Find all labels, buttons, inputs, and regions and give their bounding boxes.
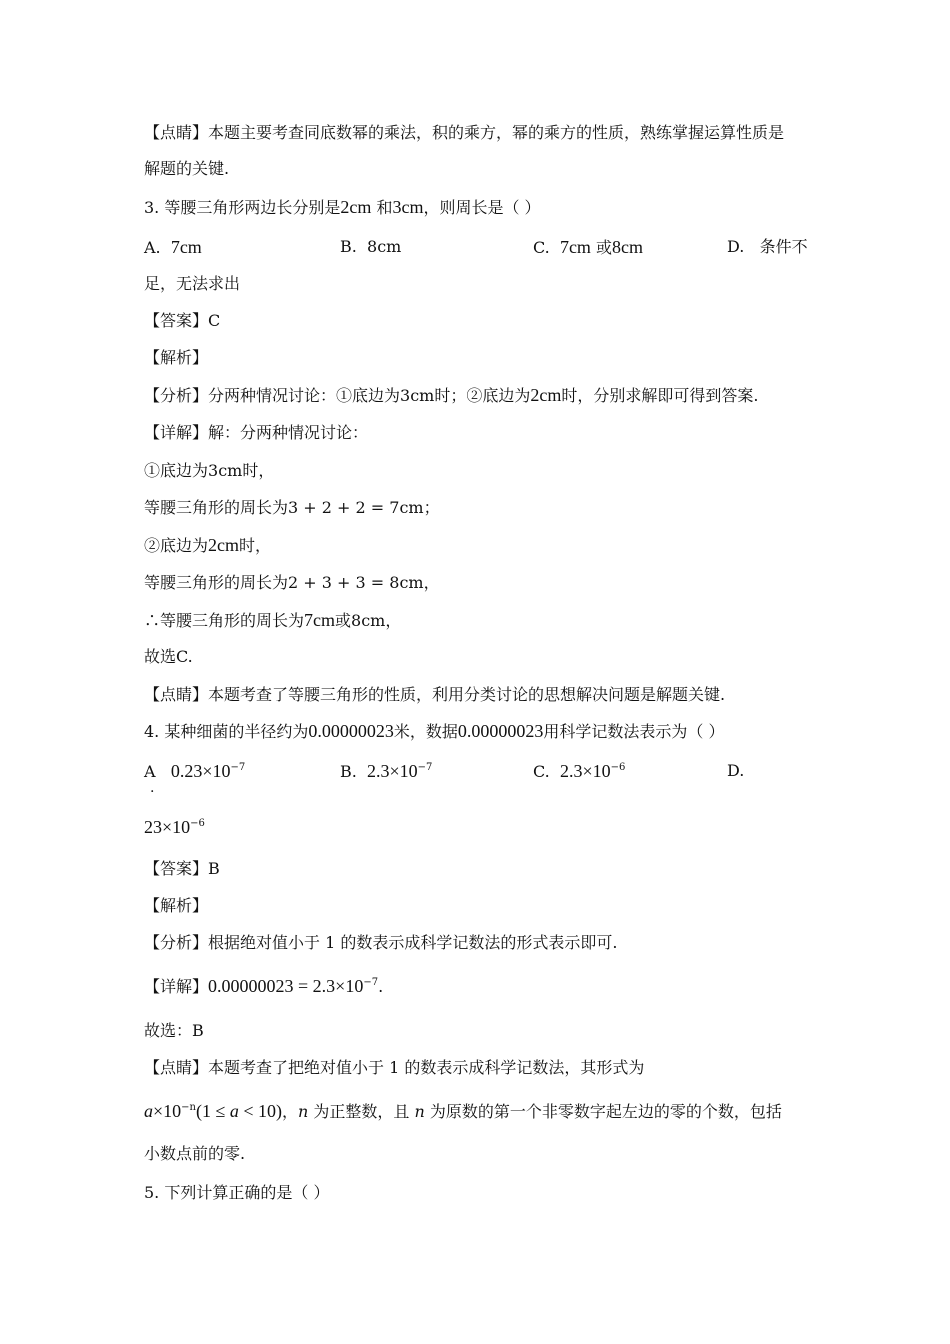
q4-comment-line1: 【点睛】本题考查了把绝对值小于 1 的数表示成科学记数法，其形式为 [144, 1058, 645, 1077]
q4-option-d: D. [727, 761, 745, 780]
q3-comment: 【点睛】本题考查了等腰三角形的性质，利用分类讨论的思想解决问题是解题关键. [144, 685, 726, 704]
q3-perimeter1: 等腰三角形的周长为3 + 2 + 2 = 7cm； [144, 498, 440, 517]
q4-answer: 【答案】B [144, 859, 220, 878]
q3-option-b: B. 8cm [340, 237, 402, 256]
q3-option-a: A. 7cm [144, 237, 202, 257]
q4-option-c: C. $2.3\times 10^{-6}$ [533, 761, 626, 781]
q4-comment-line2: $a\times 10^{-n}(1 \le a < 10)$，n 为正整数，且 n 为原数的第一个非零数字起左边的零的个数，包括 [144, 1101, 782, 1121]
q3-case2: ②底边为2cm时， [144, 535, 272, 555]
q5-stem: 5. 下列计算正确的是（ ） [144, 1183, 330, 1202]
q2-comment-line1: 【点睛】本题主要考查同底数幂的乘法，积的乘方，幂的乘方的性质，熟练掌握运算性质是 [144, 123, 785, 142]
q3-stem: 3. 等腰三角形两边长分别是2cm 和3cm，则周长是（ ） [144, 197, 541, 217]
q3-answer: 【答案】C [144, 311, 221, 330]
q2-comment-line2: 解题的关键. [144, 159, 230, 178]
q3-value-3cm: 3cm [392, 197, 424, 217]
q4-comment-line3: 小数点前的零. [144, 1144, 246, 1163]
q3-jiexi: 【解析】 [144, 348, 209, 367]
q4-analysis: 【分析】根据绝对值小于 1 的数表示成科学记数法的形式表示即可. [144, 933, 618, 952]
q3-option-d: D. 条件不 [727, 237, 808, 256]
q4-detail: 【详解】$0.00000023 = 2.3\times 10^{-7}$. [144, 976, 384, 996]
q4-option-a-dot: . [150, 780, 155, 796]
q3-value-2cm: 2cm [340, 197, 372, 217]
q4-option-a: A $0.23\times 10^{-7}$ [144, 761, 246, 781]
q4-option-b: B. $2.3\times 10^{-7}$ [340, 761, 433, 781]
q3-perimeter2: 等腰三角形的周长为2 + 3 + 3 = 8cm， [144, 573, 440, 592]
q3-choose: 故选C. [144, 647, 193, 666]
q4-choose: 故选：B [144, 1021, 204, 1040]
q3-option-d-continued: 足，无法求出 [144, 274, 241, 293]
q3-analysis: 【分析】分两种情况讨论：①底边为3cm时；②底边为2cm时，分别求解即可得到答案. [144, 385, 759, 405]
q3-conclusion: ∴等腰三角形的周长为7cm或8cm， [144, 610, 402, 630]
q4-option-d-value: $23\times 10^{-6}$ [144, 817, 205, 837]
q3-case1: ①底边为3cm时， [144, 461, 275, 480]
q3-detail-heading: 【详解】解：分两种情况讨论： [144, 423, 369, 442]
q4-stem: 4. 某种细菌的半径约为0.00000023米，数据0.00000023用科学记数法表示为（ ） [144, 721, 725, 741]
q4-jiexi: 【解析】 [144, 896, 209, 915]
q3-option-c: C. 7cm 或8cm [533, 237, 644, 257]
